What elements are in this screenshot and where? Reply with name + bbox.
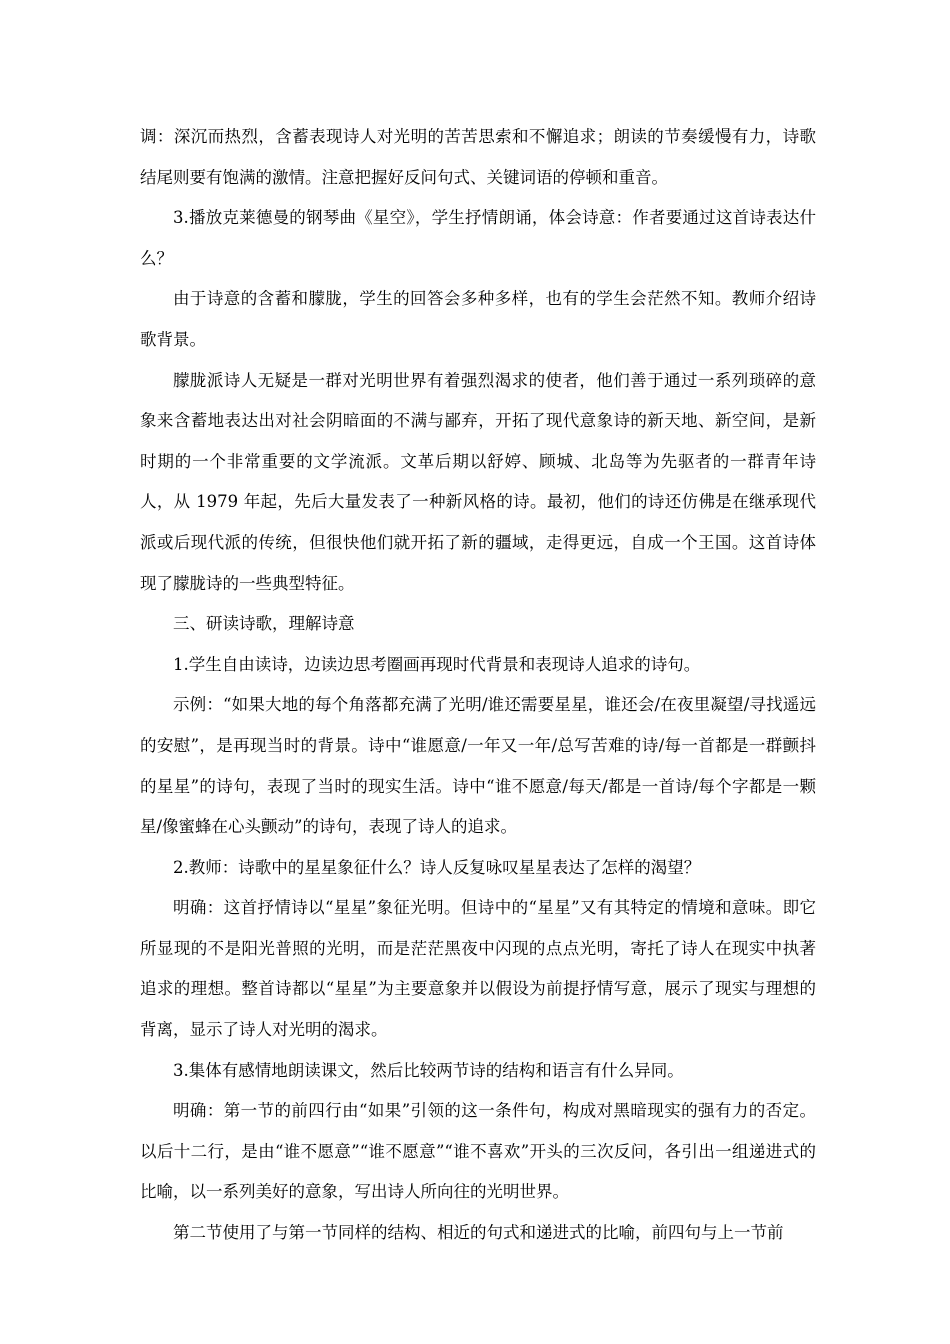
- paragraph-step-3-group-reading: 3.集体有感情地朗读课文，然后比较两节诗的结构和语言有什么异同。: [173, 1060, 684, 1080]
- paragraph-step-1-free-reading: 1.学生自由读诗，边读边思考圈画再现时代背景和表现诗人追求的诗句。: [173, 654, 701, 674]
- paragraph-example: 示例：“如果大地的每个角落都充满了光明/谁还需要星星，谁还会/在夜里凝望/寻找遥远的安慰”，是再现当时的背景。诗中“谁愿意/一年又一年/总写苦难的诗/每一首都是一群颤抖的星星”的诗句，表现了当时的现实生活。诗中“谁不愿意/每天/都是一首诗/每个字都是一颗星/像蜜蜂在心头颤动”的诗句，表现了诗人的追求。: [140, 695, 816, 837]
- paragraph-step-2-teacher-question: 2.教师：诗歌中的星星象征什么？诗人反复咏叹星星表达了怎样的渴望？: [173, 857, 701, 877]
- paragraph-step-3-music: 3.播放克莱德曼的钢琴曲《星空》，学生抒情朗诵，体会诗意：作者要通过这首诗表达什么？: [140, 208, 816, 268]
- section-heading-study-poem: 三、研读诗歌，理解诗意: [173, 614, 355, 634]
- paragraph-student-answers: 由于诗意的含蓄和朦胧，学生的回答会多种多样，也有的学生会茫然不知。教师介绍诗歌背景。: [140, 289, 816, 349]
- document-body: [140, 117, 816, 1254]
- paragraph-reading-tone: 调：深沉而热烈，含蓄表现诗人对光明的苦苦思索和不懈追求；朗读的节奏缓慢有力，诗歌结尾则要有饱满的激情。注意把握好反问句式、关键词语的停顿和重音。: [140, 127, 816, 187]
- paragraph-answer-first-section: 明确：第一节的前四行由“如果”引领的这一条件句，构成对黑暗现实的强有力的否定。以后十二行，是由“谁不愿意”“谁不愿意”“谁不喜欢”开头的三次反问，各引出一组递进式的比喻，以一系列美好的意象，写出诗人所向往的光明世界。: [140, 1101, 816, 1202]
- paragraph-second-section: 第二节使用了与第一节同样的结构、相近的句式和递进式的比喻，前四句与上一节前: [173, 1223, 784, 1243]
- paragraph-misty-poets-background: 朦胧派诗人无疑是一群对光明世界有着强烈渴求的使者，他们善于通过一系列琐碎的意象来含蓄地表达出对社会阴暗面的不满与鄙弃，开拓了现代意象诗的新天地、新空间，是新时期的一个非常重要的文学流派。文革后期以舒婷、顾城、北岛等为先驱者的一群青年诗人，从 1979 年起，先后大量发表了一种新风格的诗。最初，他们的诗还仿佛是在继承现代派或后现代派的传统，但很快他们就开拓了新的疆域，走得更远，自成一个王国。这首诗体现了朦胧诗的一些典型特征。: [140, 370, 816, 593]
- paragraph-answer-star-symbol: 明确：这首抒情诗以“星星”象征光明。但诗中的“星星”又有其特定的情境和意味。即它所显现的不是阳光普照的光明，而是茫茫黑夜中闪现的点点光明，寄托了诗人在现实中执著追求的理想。整首诗都以“星星”为主要意象并以假设为前提抒情写意，展示了现实与理想的背离，显示了诗人对光明的渴求。: [140, 898, 816, 1040]
